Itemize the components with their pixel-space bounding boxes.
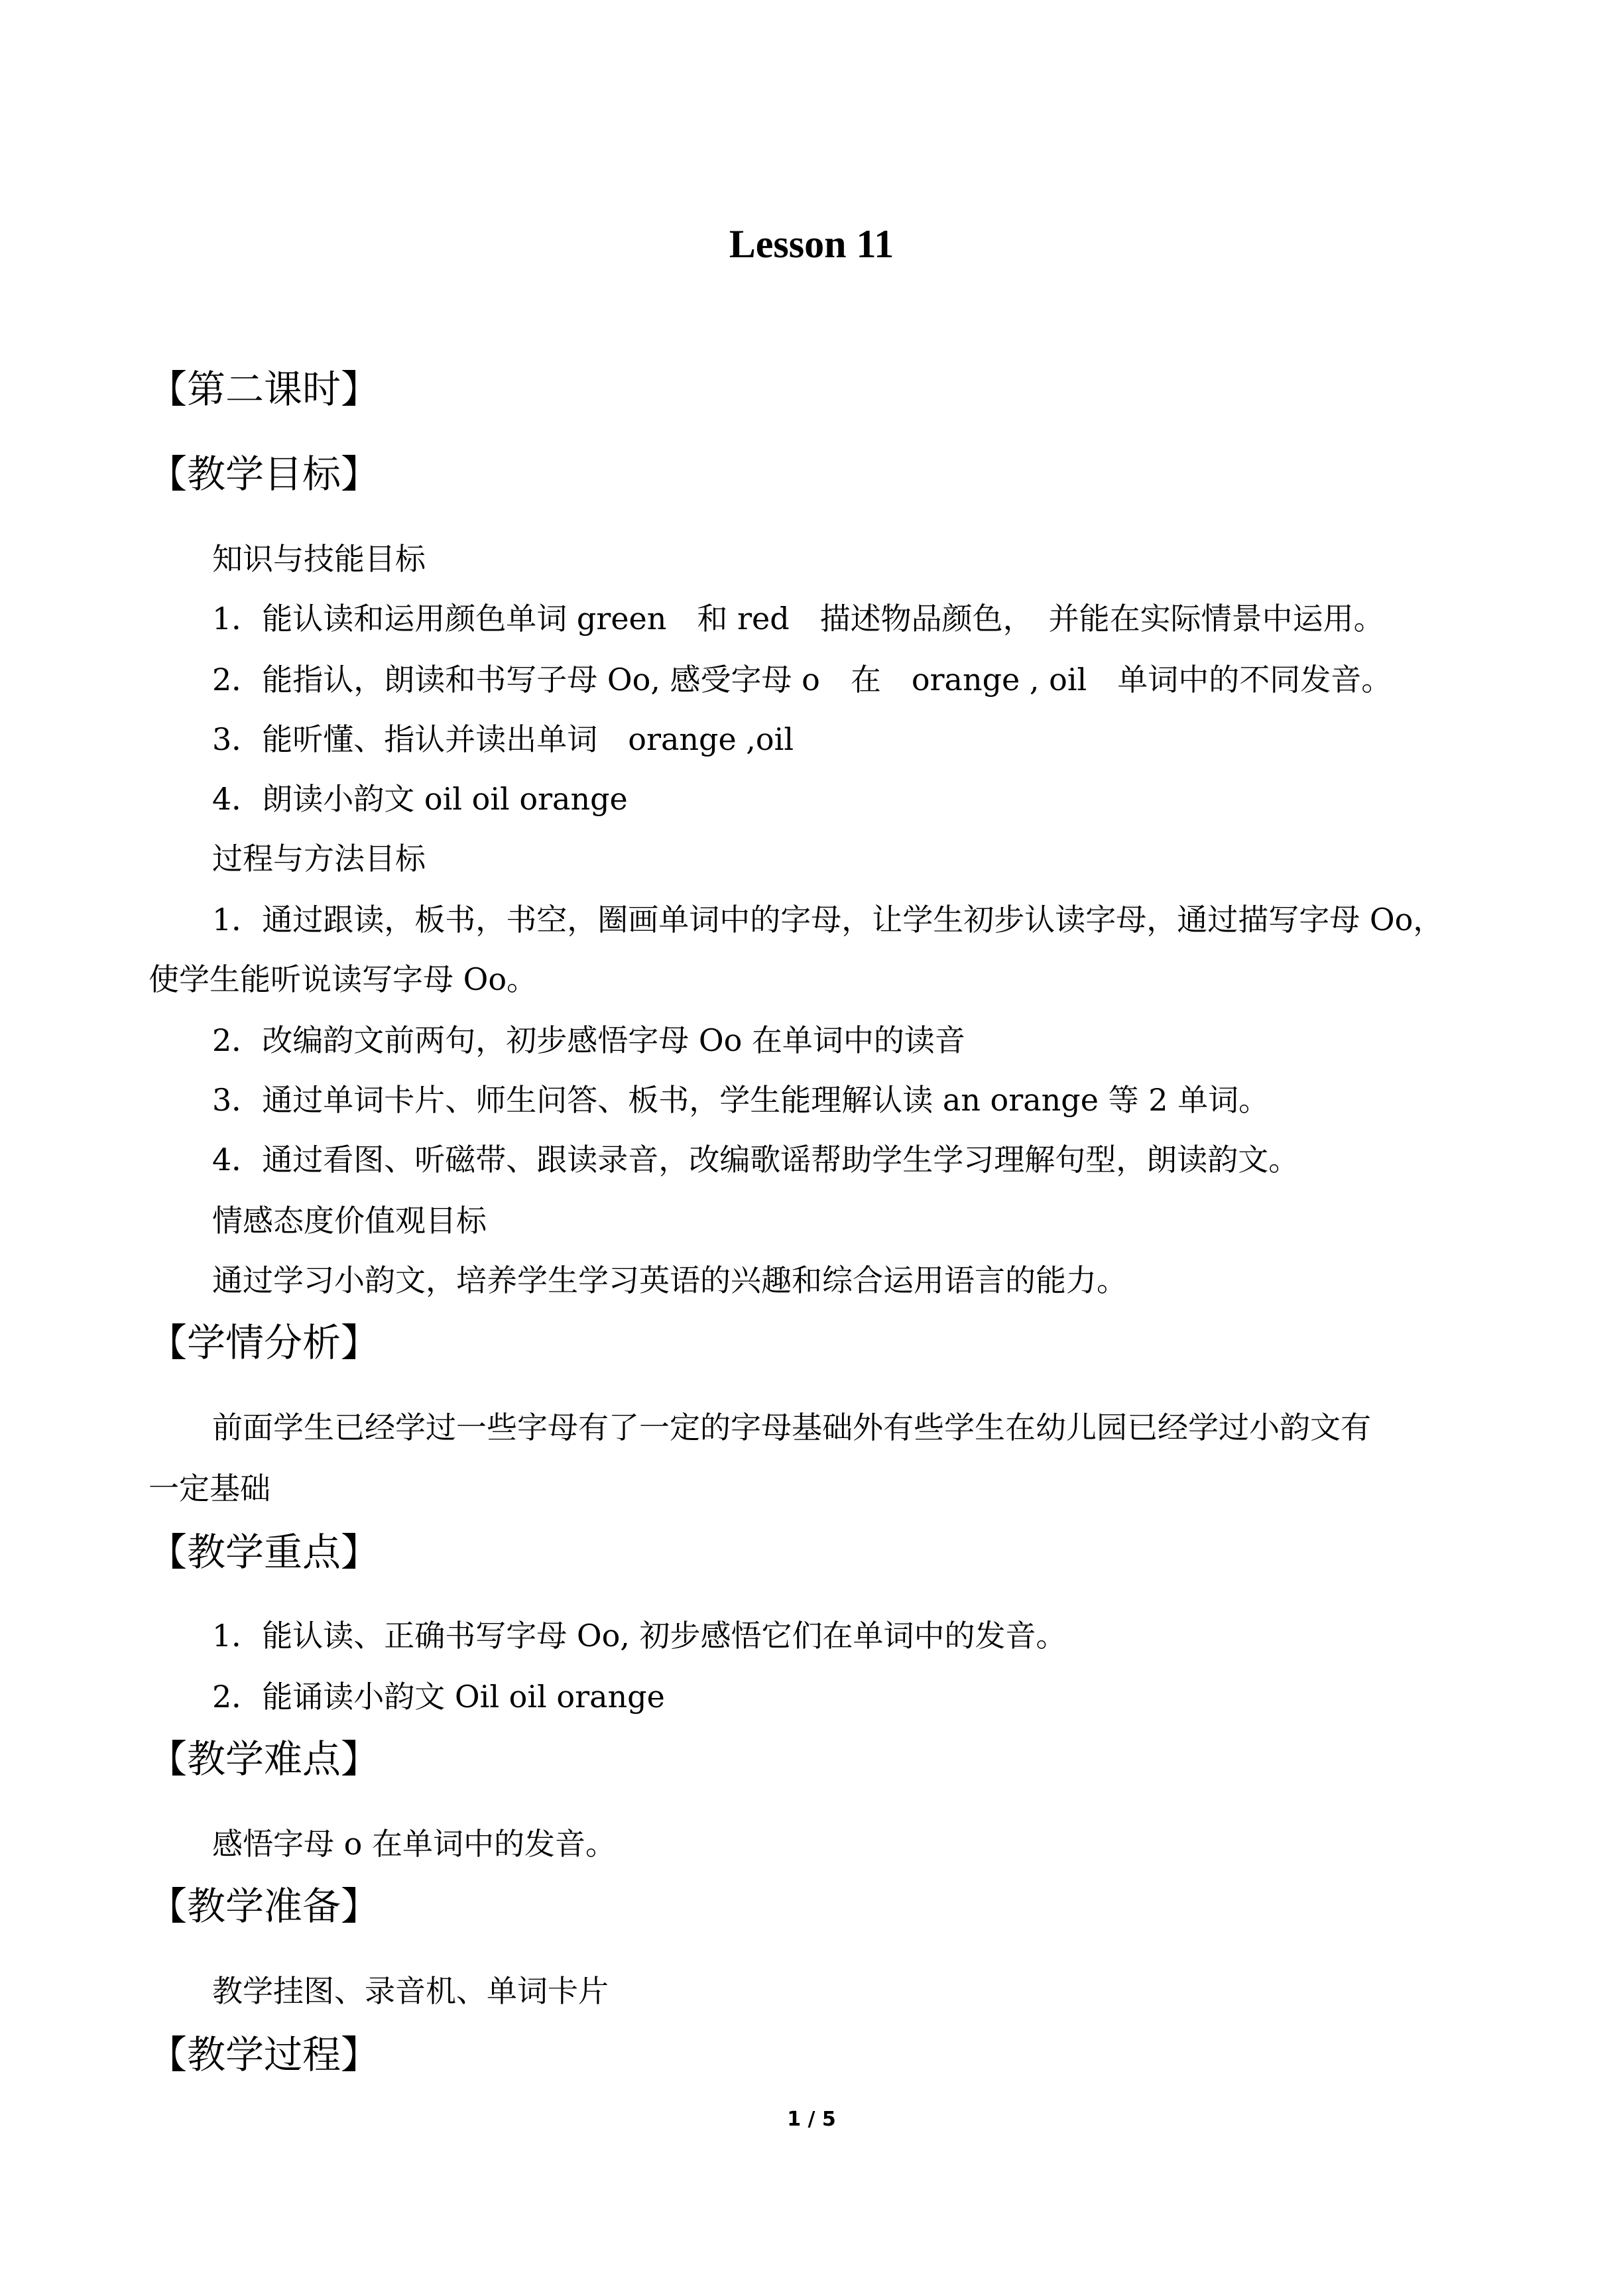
- preparation-text: 教学挂图、录音机、单词卡片: [212, 1973, 609, 2009]
- process-item: 4．通过看图、听磁带、跟读录音，改编歌谣帮助学生学习理解句型，朗读韵文。: [212, 1142, 1299, 1178]
- section-heading-key-points: 【教学重点】: [149, 1530, 380, 1575]
- process-item: 3．通过单词卡片、师生问答、板书，学生能理解认读 an orange 等 2 单词。: [212, 1082, 1270, 1118]
- key-point-item: 1．能认读、正确书写字母 Oo, 初步感悟它们在单词中的发音。: [212, 1618, 1067, 1654]
- knowledge-item: 3．能听懂、指认并读出单词 orange ,oil: [212, 721, 794, 757]
- subheading-emotion: 情感态度价值观目标: [212, 1203, 487, 1239]
- process-item: 1．通过跟读，板书，书空，圈画单词中的字母，让学生初步认读字母，通过描写字母 Oo，: [212, 902, 1444, 937]
- knowledge-item: 1．能认读和运用颜色单词 green 和 red 描述物品颜色， 并能在实际情景中运用。: [212, 601, 1384, 636]
- process-item-continuation: 使学生能听说读写字母 Oo。: [149, 961, 538, 997]
- knowledge-item: 4．朗读小韵文 oil oil orange: [212, 781, 628, 817]
- page-number: 1 / 5: [787, 2108, 836, 2131]
- section-heading-analysis: 【学情分析】: [149, 1320, 380, 1365]
- difficulties-text: 感悟字母 o 在单词中的发音。: [212, 1826, 616, 1862]
- section-heading-process: 【教学过程】: [149, 2032, 380, 2077]
- key-point-item: 2．能诵读小韵文 Oil oil orange: [212, 1679, 665, 1715]
- analysis-text: 前面学生已经学过一些字母有了一定的字母基础外有些学生在幼儿园已经学过小韵文有: [212, 1410, 1371, 1445]
- section-heading-preparation: 【教学准备】: [149, 1884, 380, 1929]
- section-heading-period: 【第二课时】: [149, 367, 380, 412]
- knowledge-item: 2．能指认，朗读和书写子母 Oo, 感受字母 o 在 orange , oil 单词中的不同发音。: [212, 662, 1392, 697]
- section-heading-objectives: 【教学目标】: [149, 452, 380, 497]
- analysis-text-continuation: 一定基础: [149, 1471, 270, 1506]
- process-item: 2．改编韵文前两句，初步感悟字母 Oo 在单词中的读音: [212, 1022, 965, 1058]
- page-title: Lesson 11: [729, 222, 894, 266]
- section-heading-difficulties: 【教学难点】: [149, 1736, 380, 1782]
- emotion-text: 通过学习小韵文，培养学生学习英语的兴趣和综合运用语言的能力。: [212, 1262, 1127, 1298]
- subheading-process: 过程与方法目标: [212, 841, 426, 876]
- subheading-knowledge: 知识与技能目标: [212, 541, 426, 577]
